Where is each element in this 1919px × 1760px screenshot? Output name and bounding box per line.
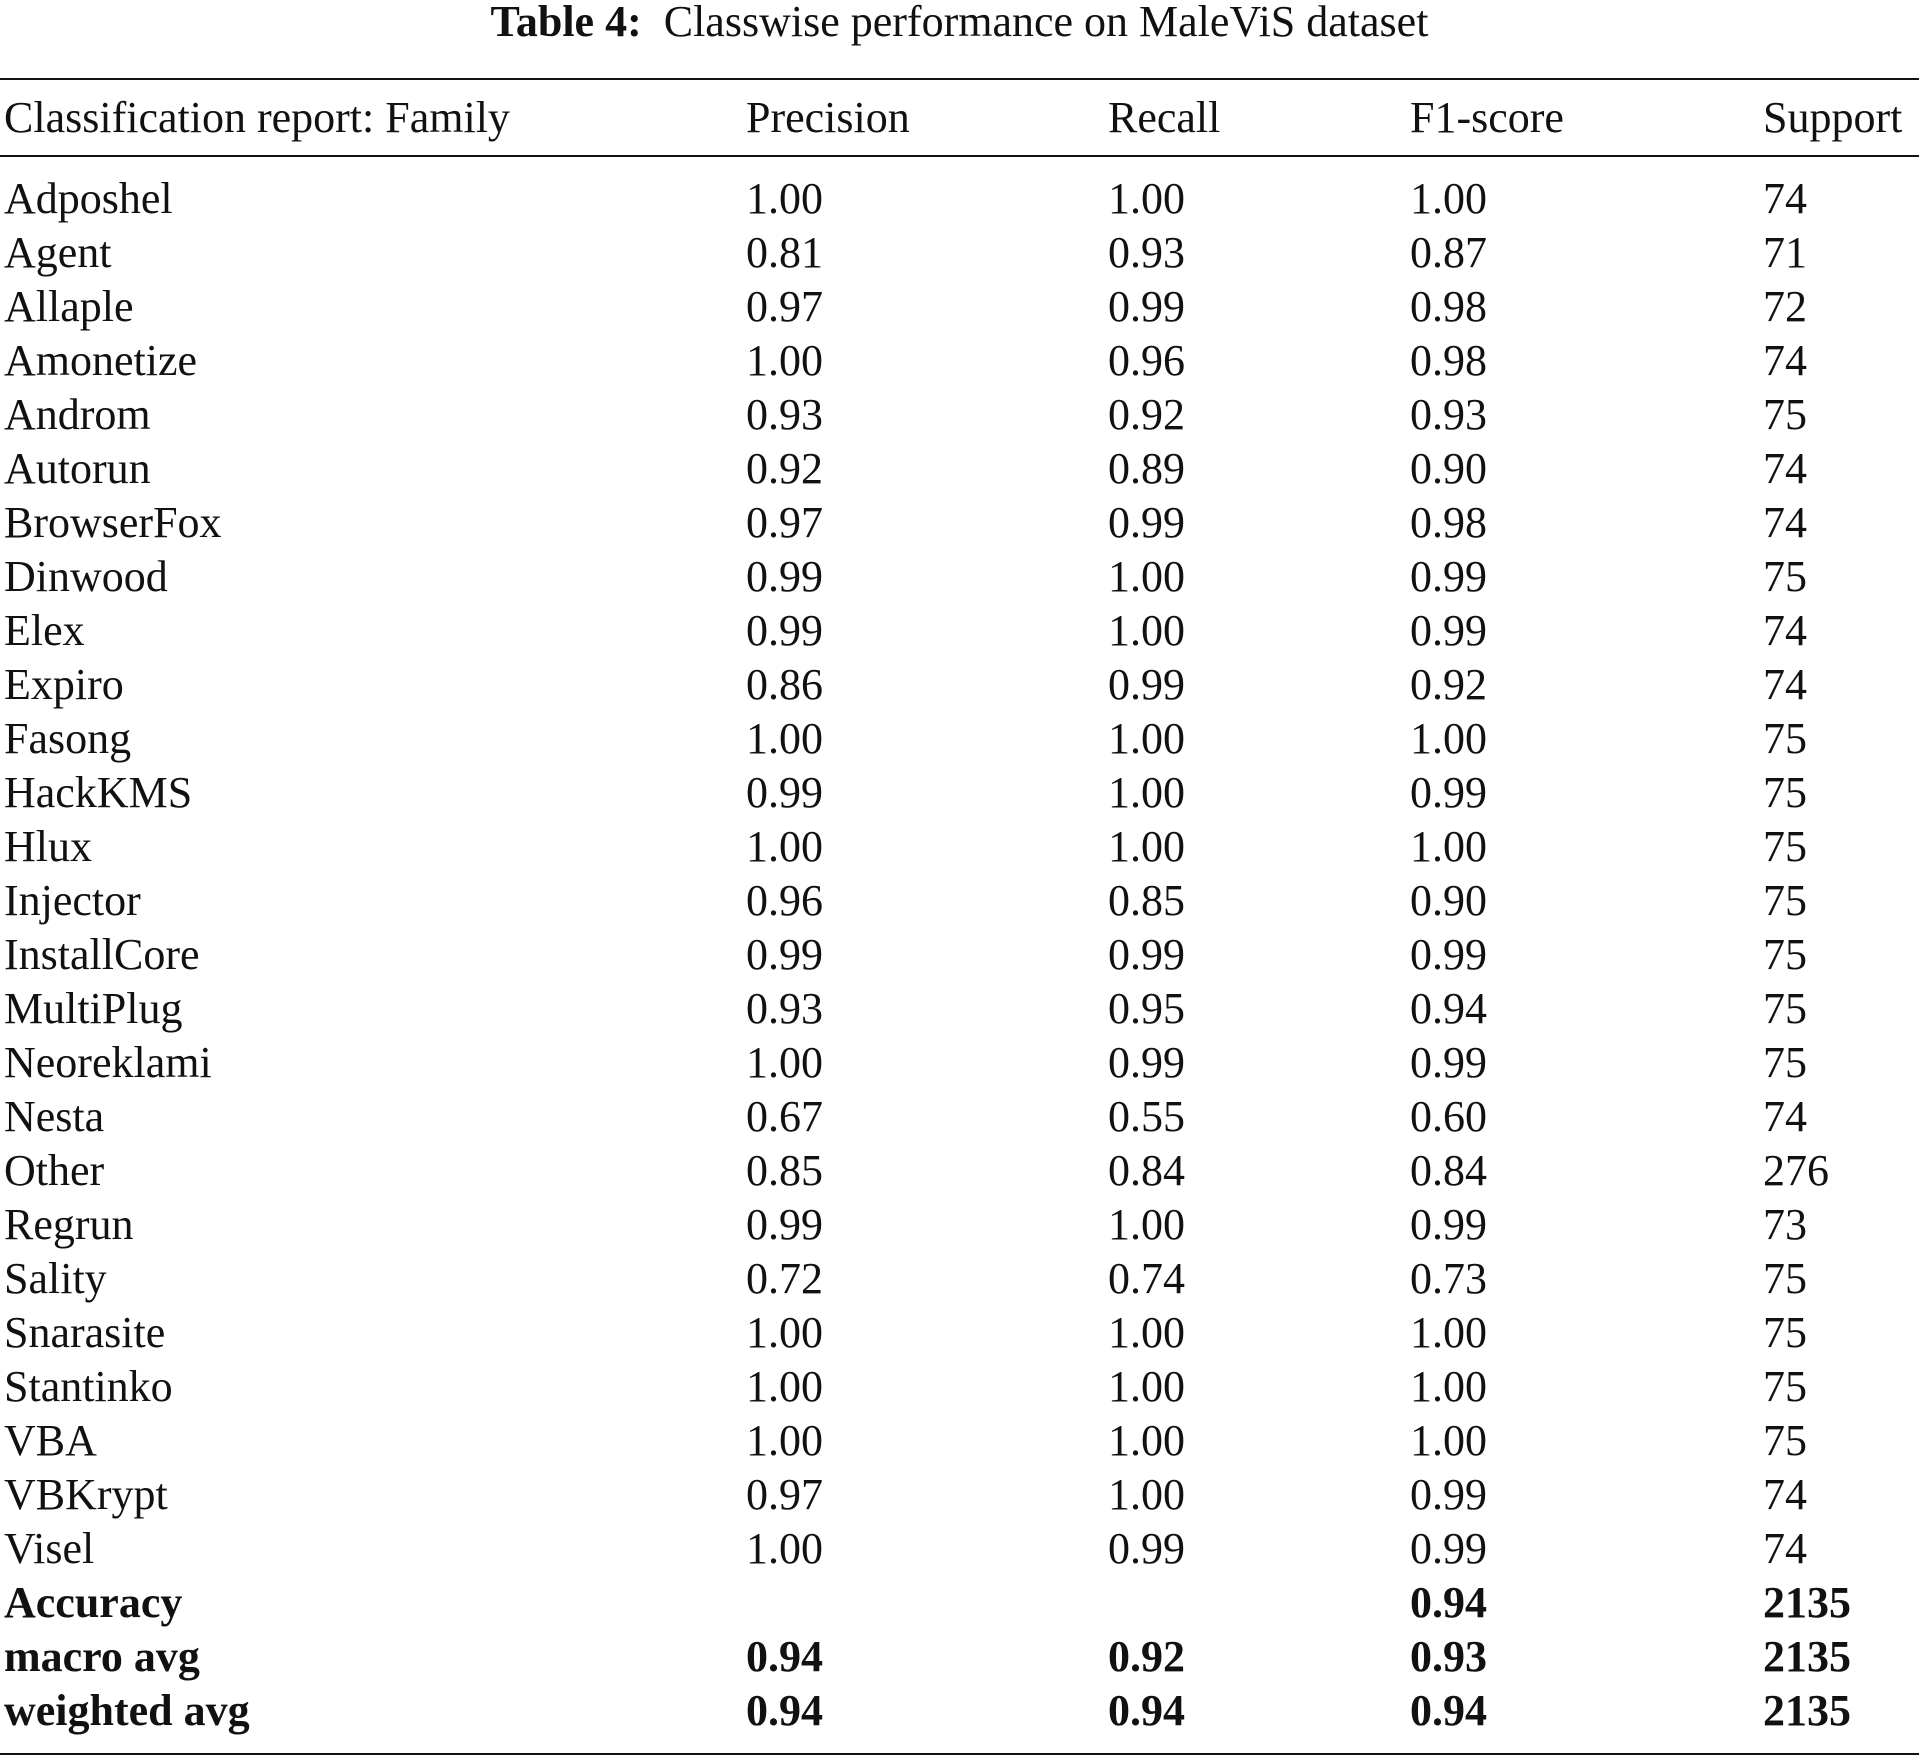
cell-precision: 0.96: [746, 876, 823, 925]
cell-recall: 0.96: [1108, 336, 1185, 385]
cell-precision: 1.00: [746, 1524, 823, 1573]
cell-family: Androm: [4, 390, 151, 439]
cell-precision: 0.99: [746, 552, 823, 601]
table-row: [0, 1090, 1919, 1144]
cell-f1-score: 0.98: [1410, 498, 1487, 547]
cell-precision: 0.81: [746, 228, 823, 277]
cell-precision: 1.00: [746, 1362, 823, 1411]
header-support: Support: [1763, 92, 1903, 142]
cell-precision: 0.99: [746, 606, 823, 655]
cell-recall: 1.00: [1108, 1362, 1185, 1411]
cell-family: Fasong: [4, 714, 132, 763]
table-row: [0, 1522, 1919, 1576]
table-row: [0, 496, 1919, 550]
cell-f1-score: 1.00: [1410, 714, 1487, 763]
cell-family: Hlux: [4, 822, 92, 871]
table-top-rule: [0, 78, 1919, 80]
cell-support: 75: [1763, 1308, 1807, 1357]
cell-precision: 0.99: [746, 1200, 823, 1249]
cell-f1-score: 0.94: [1410, 984, 1487, 1033]
cell-family: BrowserFox: [4, 498, 222, 547]
cell-precision: 0.93: [746, 984, 823, 1033]
cell-precision: 0.85: [746, 1146, 823, 1195]
cell-family: Dinwood: [4, 552, 168, 601]
table-row: [0, 1252, 1919, 1306]
cell-support: 74: [1763, 660, 1807, 709]
cell-family: macro avg: [4, 1632, 200, 1681]
cell-family: Accuracy: [4, 1578, 183, 1627]
cell-precision: 0.99: [746, 768, 823, 817]
header-recall: Recall: [1108, 92, 1221, 142]
cell-family: Nesta: [4, 1092, 105, 1141]
table-row: [0, 1414, 1919, 1468]
cell-support: 74: [1763, 498, 1807, 547]
cell-support: 72: [1763, 282, 1807, 331]
table-caption-text: Classwise performance on MaleViS dataset: [663, 0, 1429, 46]
header-f1-score: F1-score: [1410, 92, 1564, 142]
cell-f1-score: 0.99: [1410, 1200, 1487, 1249]
table-row: [0, 658, 1919, 712]
cell-recall: 0.99: [1108, 660, 1185, 709]
cell-family: Neoreklami: [4, 1038, 212, 1087]
cell-f1-score: 0.93: [1410, 390, 1487, 439]
cell-f1-score: 0.98: [1410, 336, 1487, 385]
table-bottom-rule: [0, 1753, 1919, 1755]
cell-precision: 0.97: [746, 1470, 823, 1519]
cell-support: 2135: [1763, 1686, 1851, 1735]
table-row: [0, 1036, 1919, 1090]
cell-family: InstallCore: [4, 930, 200, 979]
table-row: [0, 172, 1919, 226]
cell-family: Amonetize: [4, 336, 198, 385]
cell-precision: 1.00: [746, 336, 823, 385]
cell-f1-score: 1.00: [1410, 1362, 1487, 1411]
cell-recall: 1.00: [1108, 174, 1185, 223]
cell-precision: 0.97: [746, 282, 823, 331]
cell-recall: 0.94: [1108, 1686, 1185, 1735]
cell-f1-score: 1.00: [1410, 822, 1487, 871]
cell-family: Regrun: [4, 1200, 134, 1249]
table-row: [0, 1684, 1919, 1738]
cell-support: 75: [1763, 984, 1807, 1033]
cell-recall: [1104, 1576, 1406, 1630]
cell-f1-score: 0.93: [1410, 1632, 1487, 1681]
cell-family: Injector: [4, 876, 141, 925]
cell-f1-score: 0.99: [1410, 606, 1487, 655]
cell-recall: 0.89: [1108, 444, 1185, 493]
cell-precision: 0.97: [746, 498, 823, 547]
cell-recall: 0.92: [1108, 1632, 1185, 1681]
cell-precision: 1.00: [746, 1416, 823, 1465]
table-row: [0, 766, 1919, 820]
table-row: [0, 820, 1919, 874]
cell-support: 75: [1763, 390, 1807, 439]
cell-family: Elex: [4, 606, 85, 655]
cell-recall: 1.00: [1108, 714, 1185, 763]
cell-recall: 0.92: [1108, 390, 1185, 439]
cell-support: 74: [1763, 1092, 1807, 1141]
header-precision: Precision: [746, 92, 910, 142]
cell-support: 75: [1763, 1416, 1807, 1465]
cell-f1-score: 1.00: [1410, 174, 1487, 223]
cell-f1-score: 0.99: [1410, 1038, 1487, 1087]
cell-support: 2135: [1763, 1578, 1851, 1627]
cell-recall: 0.95: [1108, 984, 1185, 1033]
cell-precision: 0.92: [746, 444, 823, 493]
cell-precision: 0.93: [746, 390, 823, 439]
cell-support: 74: [1763, 1524, 1807, 1573]
cell-support: 75: [1763, 1038, 1807, 1087]
cell-support: 75: [1763, 1362, 1807, 1411]
cell-f1-score: 0.84: [1410, 1146, 1487, 1195]
cell-recall: 1.00: [1108, 552, 1185, 601]
cell-family: Expiro: [4, 660, 124, 709]
cell-family: VBKrypt: [4, 1470, 168, 1519]
cell-recall: 0.85: [1108, 876, 1185, 925]
cell-f1-score: 0.92: [1410, 660, 1487, 709]
cell-precision: 0.67: [746, 1092, 823, 1141]
header-row: [0, 82, 1919, 152]
cell-f1-score: 0.98: [1410, 282, 1487, 331]
cell-precision: 1.00: [746, 1308, 823, 1357]
cell-family: Autorun: [4, 444, 151, 493]
cell-f1-score: 1.00: [1410, 1416, 1487, 1465]
cell-precision: 0.94: [746, 1632, 823, 1681]
cell-recall: 0.99: [1108, 498, 1185, 547]
cell-family: Snarasite: [4, 1308, 166, 1357]
table-row: [0, 1144, 1919, 1198]
cell-support: 74: [1763, 1470, 1807, 1519]
cell-family: MultiPlug: [4, 984, 183, 1033]
cell-support: 74: [1763, 336, 1807, 385]
cell-precision: 0.86: [746, 660, 823, 709]
cell-recall: 0.55: [1108, 1092, 1185, 1141]
cell-family: HackKMS: [4, 768, 193, 817]
cell-f1-score: 0.99: [1410, 930, 1487, 979]
table-header: [0, 82, 1919, 152]
table-row: [0, 550, 1919, 604]
cell-recall: 0.99: [1108, 1524, 1185, 1573]
cell-support: 75: [1763, 822, 1807, 871]
cell-precision: 1.00: [746, 1038, 823, 1087]
cell-precision: 0.94: [746, 1686, 823, 1735]
cell-recall: 0.84: [1108, 1146, 1185, 1195]
table-row: [0, 1198, 1919, 1252]
cell-precision: 1.00: [746, 174, 823, 223]
table-row: [0, 442, 1919, 496]
cell-support: 75: [1763, 930, 1807, 979]
cell-support: 74: [1763, 444, 1807, 493]
table-row: [0, 280, 1919, 334]
cell-support: 75: [1763, 1254, 1807, 1303]
cell-recall: 1.00: [1108, 1416, 1185, 1465]
cell-support: 74: [1763, 606, 1807, 655]
table-row: [0, 1468, 1919, 1522]
cell-support: 2135: [1763, 1632, 1851, 1681]
cell-f1-score: 1.00: [1410, 1308, 1487, 1357]
cell-precision: 1.00: [746, 714, 823, 763]
header-family: Classification report: Family: [4, 92, 510, 142]
cell-family: Stantinko: [4, 1362, 173, 1411]
cell-precision: 0.72: [746, 1254, 823, 1303]
table-row: [0, 874, 1919, 928]
cell-recall: 0.93: [1108, 228, 1185, 277]
table-row: [0, 1576, 1919, 1630]
cell-family: Adposhel: [4, 174, 173, 223]
cell-recall: 1.00: [1108, 768, 1185, 817]
cell-family: weighted avg: [4, 1686, 250, 1735]
cell-f1-score: 0.73: [1410, 1254, 1487, 1303]
cell-support: 75: [1763, 876, 1807, 925]
cell-support: 75: [1763, 768, 1807, 817]
table-row: [0, 226, 1919, 280]
cell-precision: [742, 1576, 1104, 1630]
table-caption-label: Table 4:: [490, 0, 642, 46]
cell-support: 71: [1763, 228, 1807, 277]
table-row: [0, 1306, 1919, 1360]
cell-support: 276: [1763, 1146, 1829, 1195]
table-row: [0, 928, 1919, 982]
cell-recall: 0.99: [1108, 1038, 1185, 1087]
cell-f1-score: 0.90: [1410, 876, 1487, 925]
table-row: [0, 1360, 1919, 1414]
table-row: [0, 712, 1919, 766]
cell-recall: 0.99: [1108, 930, 1185, 979]
cell-f1-score: 0.94: [1410, 1686, 1487, 1735]
table-row: [0, 604, 1919, 658]
cell-recall: 1.00: [1108, 822, 1185, 871]
cell-family: Allaple: [4, 282, 134, 331]
cell-f1-score: 0.87: [1410, 228, 1487, 277]
cell-family: Agent: [4, 228, 112, 277]
cell-recall: 0.74: [1108, 1254, 1185, 1303]
cell-support: 73: [1763, 1200, 1807, 1249]
cell-family: Other: [4, 1146, 105, 1195]
cell-recall: 1.00: [1108, 606, 1185, 655]
cell-f1-score: 0.99: [1410, 552, 1487, 601]
cell-f1-score: 0.90: [1410, 444, 1487, 493]
table-body: [0, 172, 1919, 1738]
cell-family: VBA: [4, 1416, 97, 1465]
table-caption: [0, 0, 1919, 44]
cell-family: Visel: [4, 1524, 95, 1573]
cell-support: 75: [1763, 552, 1807, 601]
cell-recall: 1.00: [1108, 1200, 1185, 1249]
cell-recall: 1.00: [1108, 1470, 1185, 1519]
table-row: [0, 1630, 1919, 1684]
cell-f1-score: 0.94: [1410, 1578, 1487, 1627]
cell-precision: 1.00: [746, 822, 823, 871]
cell-recall: 0.99: [1108, 282, 1185, 331]
cell-f1-score: 0.99: [1410, 1470, 1487, 1519]
cell-f1-score: 0.60: [1410, 1092, 1487, 1141]
table-row: [0, 388, 1919, 442]
cell-f1-score: 0.99: [1410, 1524, 1487, 1573]
cell-precision: 0.99: [746, 930, 823, 979]
cell-family: Sality: [4, 1254, 107, 1303]
table-row: [0, 982, 1919, 1036]
cell-recall: 1.00: [1108, 1308, 1185, 1357]
cell-f1-score: 0.99: [1410, 768, 1487, 817]
cell-support: 74: [1763, 174, 1807, 223]
table-header-rule: [0, 155, 1919, 157]
cell-support: 75: [1763, 714, 1807, 763]
table-row: [0, 334, 1919, 388]
